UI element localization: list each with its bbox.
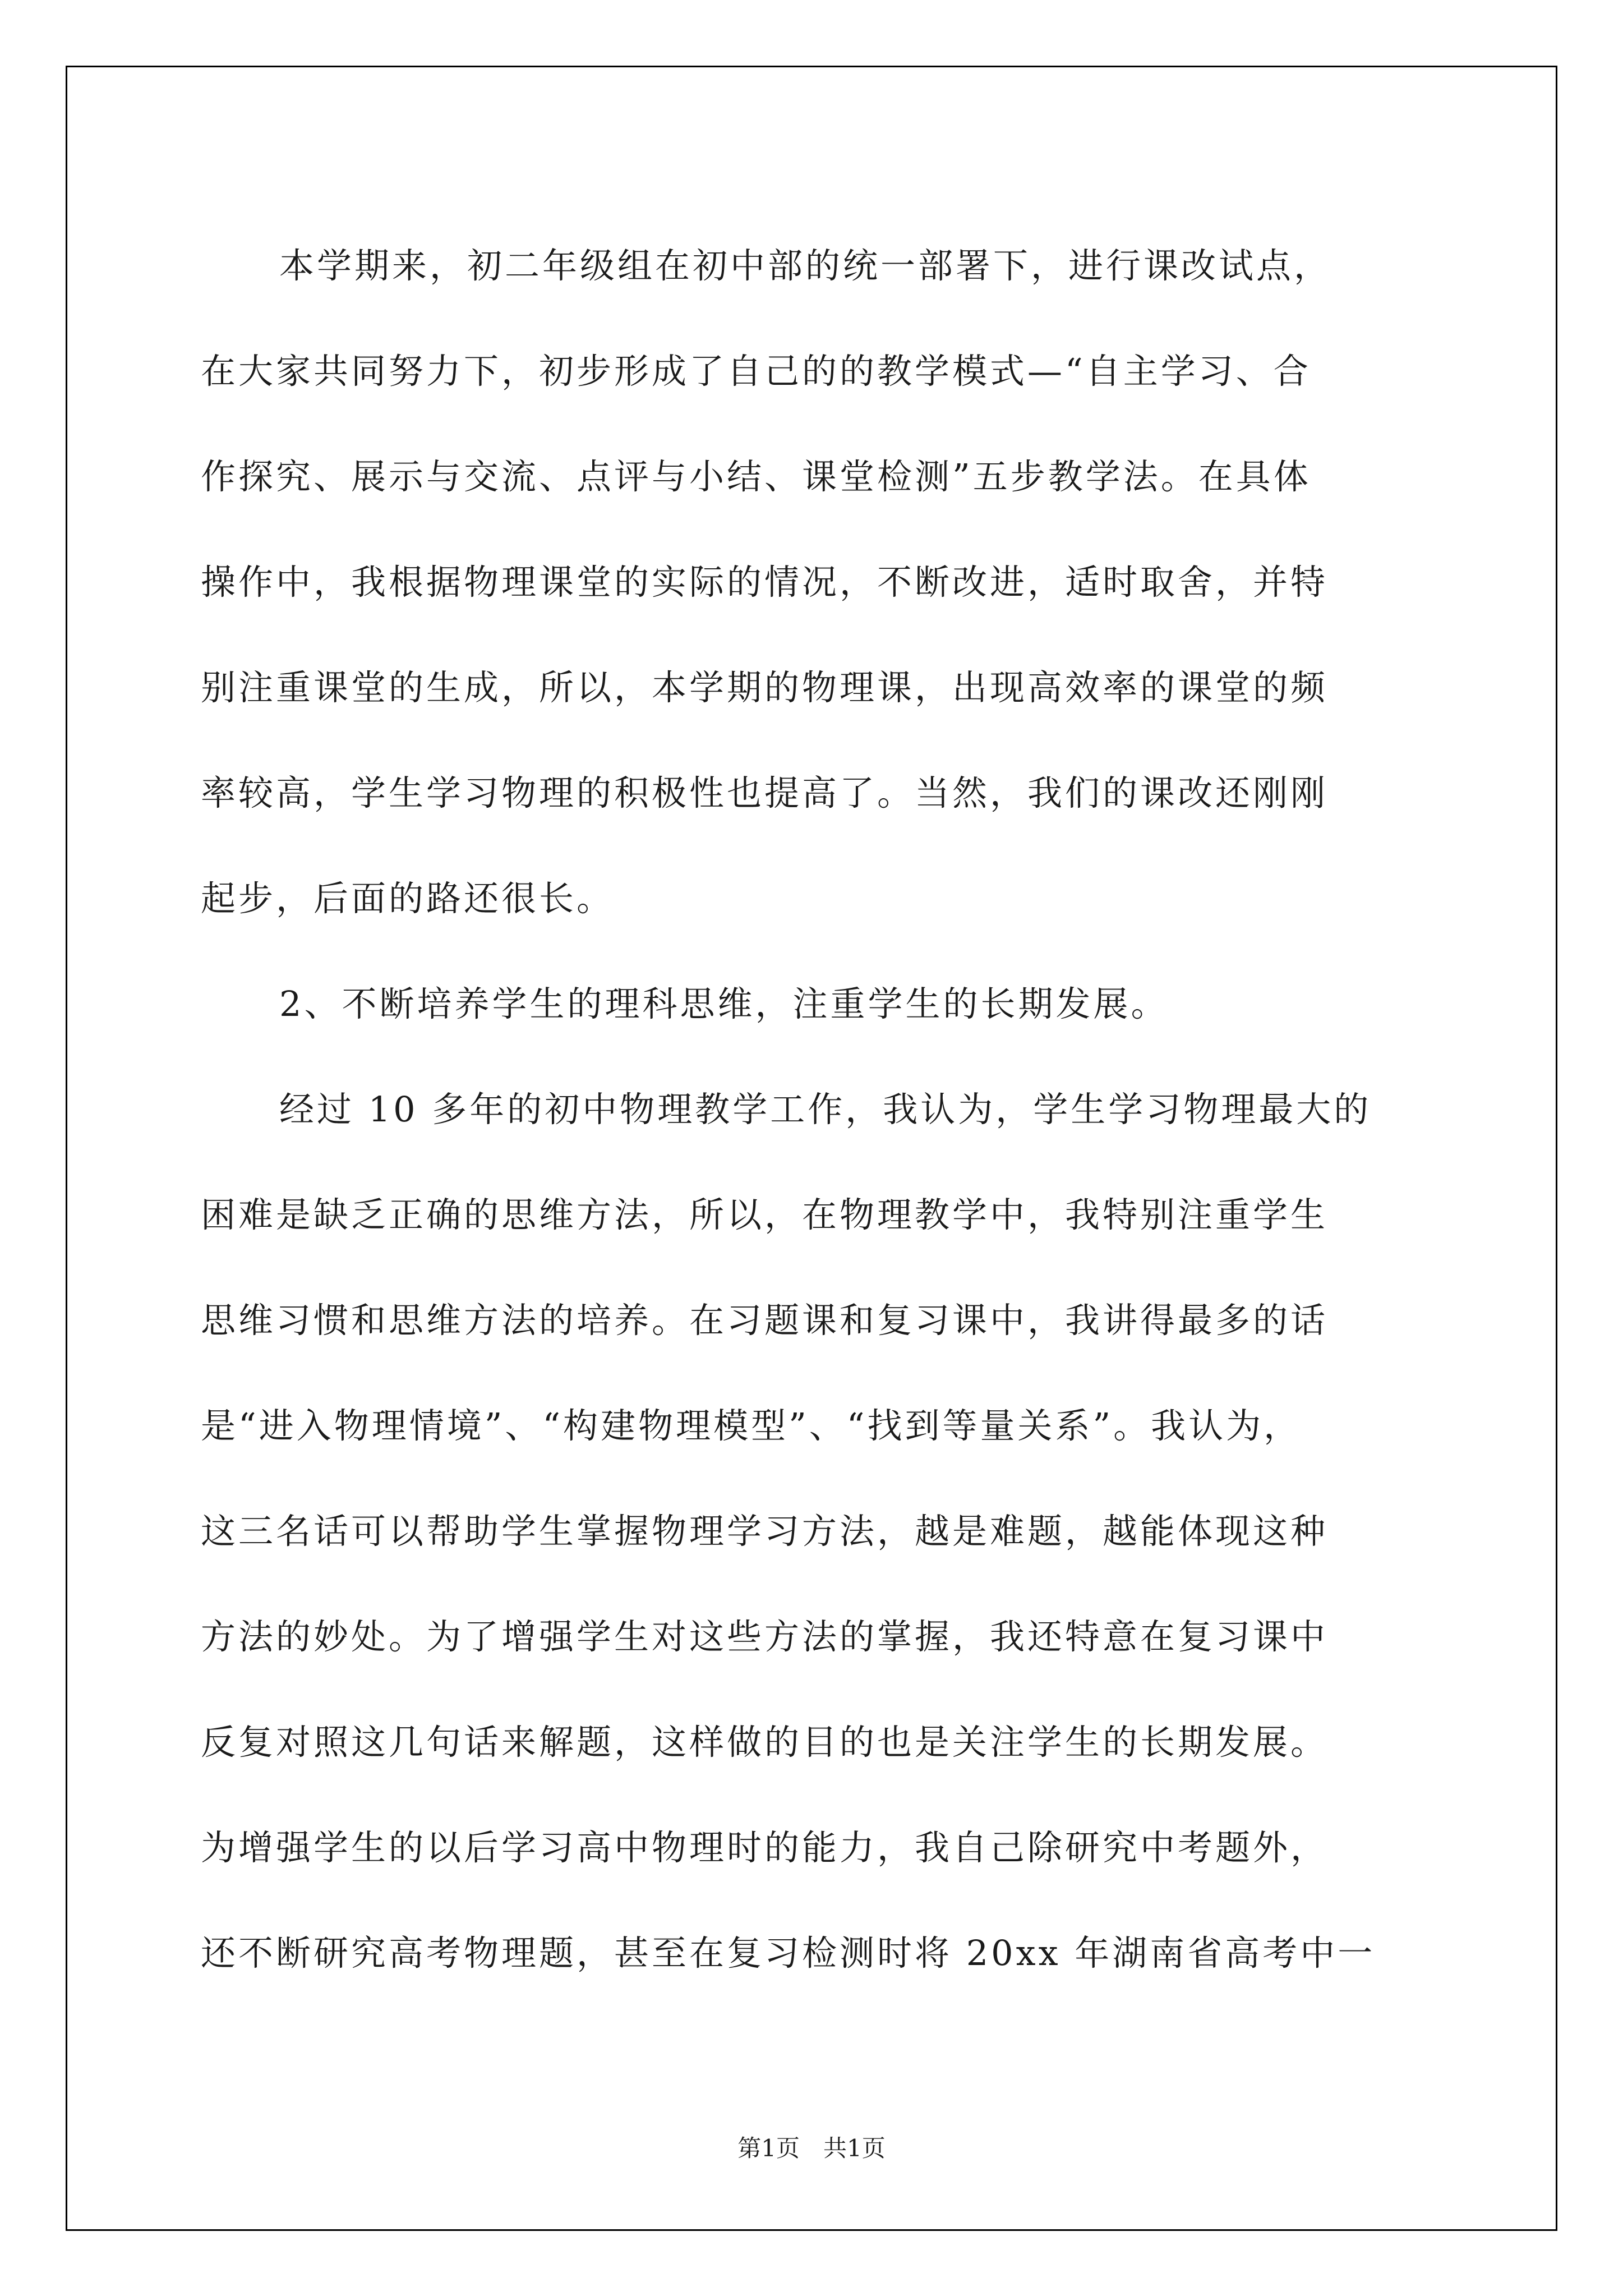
document-body — [201, 213, 1433, 2006]
text-line: 操作中，我根据物理课堂的实际的情况，不断改进，适时取舍，并特 — [201, 562, 1329, 602]
text-line: 反复对照这几句话来解题，这样做的目的也是关注学生的长期发展。 — [201, 1722, 1329, 1763]
text-line: 困难是缺乏正确的思维方法，所以，在物理教学中，我特别注重学生 — [201, 1194, 1329, 1235]
page-number-footer: 第1页 共1页 — [737, 2134, 886, 2162]
text-line: 率较高，学生学习物理的积极性也提高了。当然，我们的课改还刚刚 — [201, 772, 1329, 813]
text-line: 还不断研究高考物理题，甚至在复习检测时将 20xx 年湖南省高考中一 — [201, 1932, 1376, 1973]
text-line: 方法的妙处。为了增强学生对这些方法的掌握，我还特意在复习课中 — [201, 1616, 1329, 1657]
text-line: 为增强学生的以后学习高中物理时的能力，我自己除研究中考题外， — [201, 1827, 1329, 1868]
text-line: 别注重课堂的生成，所以，本学期的物理课，出现高效率的课堂的频 — [201, 667, 1329, 708]
text-line: 作探究、展示与交流、点评与小结、课堂检测”五步教学法。在具体 — [201, 456, 1311, 497]
text-line: 在大家共同努力下，初步形成了自己的的教学模式—“自主学习、合 — [201, 351, 1311, 392]
text-line: 思维习惯和思维方法的培养。在习题课和复习课中，我讲得最多的话 — [201, 1300, 1329, 1341]
text-line: 这三名话可以帮助学生掌握物理学习方法，越是难题，越能体现这种 — [201, 1511, 1329, 1552]
text-line: 经过 10 多年的初中物理教学工作，我认为，学生学习物理最大的 — [279, 1089, 1372, 1130]
text-line: 起步，后面的路还很长。 — [201, 878, 615, 919]
section-heading: 2、不断培养学生的理科思维，注重学生的长期发展。 — [279, 983, 1169, 1024]
text-line: 本学期来，初二年级组在初中部的统一部署下，进行课改试点， — [279, 245, 1332, 286]
text-line: 是“进入物理情境”、“构建物理模型”、“找到等量关系”。我认为， — [201, 1405, 1302, 1446]
